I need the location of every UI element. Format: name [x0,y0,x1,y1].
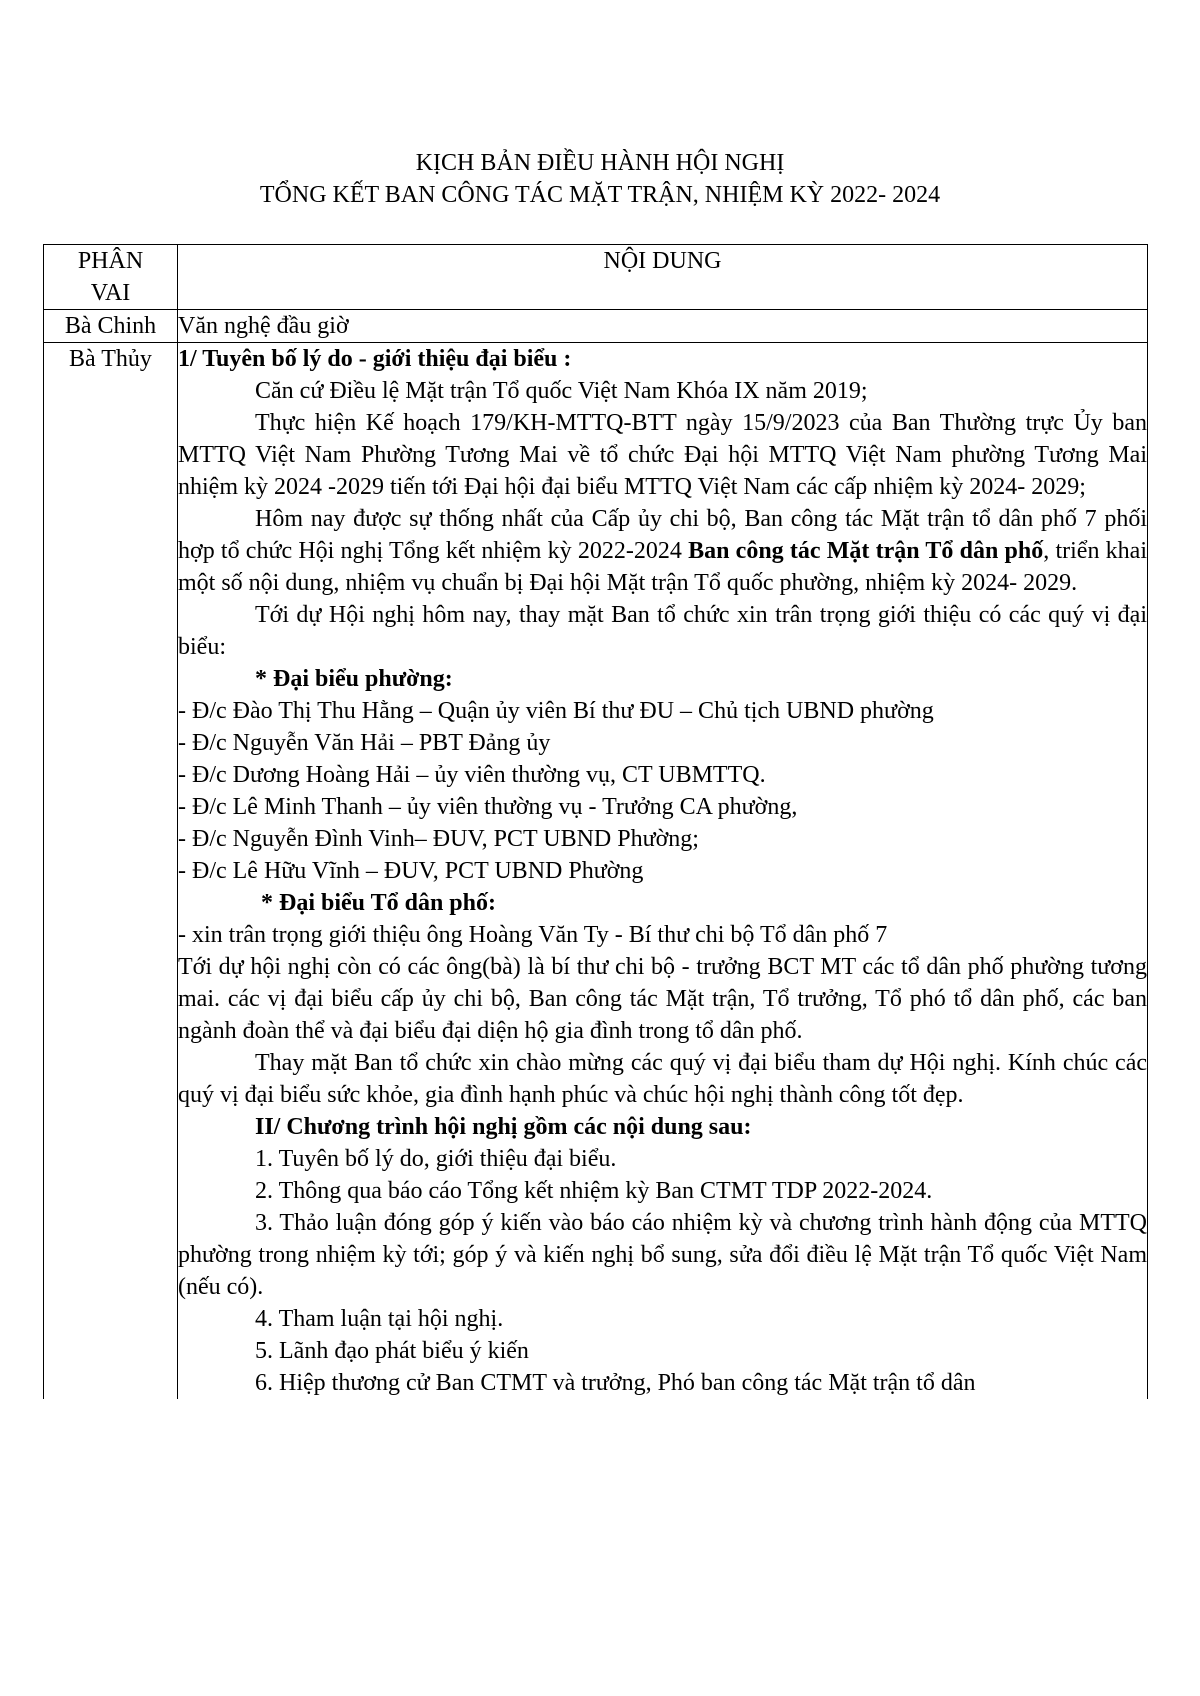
list-item: - Đ/c Nguyễn Đình Vinh– ĐUV, PCT UBND Phường; [178,826,699,852]
paragraph: Thay mặt Ban tổ chức xin chào mừng các quý vị đại biểu tham dự Hội nghị. Kính chúc các quý vị đại biểu sức khỏe, gia đình hạnh phúc và chúc hội nghị thành công tốt đẹp. [178,1050,1147,1108]
list-item: - Đ/c Đào Thị Thu Hằng – Quận ủy viên Bí thư ĐU – Chủ tịch UBND phường [178,698,934,724]
agenda-item: 3. Thảo luận đóng góp ý kiến vào báo cáo nhiệm kỳ và chương trình hành động của MTTQ phường trong nhiệm kỳ tới; góp ý và kiến nghị bổ sung, sửa đổi điều lệ Mặt trận Tổ quốc Việt Nam (nếu có). [178,1210,1147,1300]
paragraph: Căn cứ Điều lệ Mặt trận Tổ quốc Việt Nam Khóa IX năm 2019; [255,378,868,404]
agenda-item: 6. Hiệp thương cử Ban CTMT và trưởng, Phó ban công tác Mặt trận tổ dân [255,1370,976,1396]
list-item: - xin trân trọng giới thiệu ông Hoàng Văn Ty - Bí thư chi bộ Tổ dân phố 7 [178,922,888,948]
paragraph-text: , triển khai một số nội dung, nhiệm vụ chuẩn bị Đại hội Mặt trận Tổ quốc phường, nhiệm kỳ 2024- 2029. [178,538,1147,596]
content-text: Văn nghệ đầu giờ [178,313,349,339]
role-header-line1: PHÂN [77,248,144,274]
list-item: - Đ/c Lê Hữu Vĩnh – ĐUV, PCT UBND Phường [178,858,644,884]
tdp-delegates-heading: * Đại biểu Tổ dân phố: [261,890,496,916]
content-header-cell [178,245,1148,310]
role-name: Bà Thủy [69,346,152,372]
section-heading-1: 1/ Tuyên bố lý do - giới thiệu đại biểu : [178,346,572,372]
role-name: Bà Chinh [64,313,157,339]
paragraph: Tới dự Hội nghị hôm nay, thay mặt Ban tổ chức xin trân trọng giới thiệu có các quý vị đại biểu: [178,602,1147,660]
content-cell [178,343,1148,1400]
role-cell [44,343,178,1400]
agenda-item: 1. Tuyên bố lý do, giới thiệu đại biểu. [255,1146,617,1172]
agenda-item: 5. Lãnh đạo phát biểu ý kiến [255,1338,529,1364]
section-heading-2: II/ Chương trình hội nghị gồm các nội dung sau: [255,1114,752,1140]
paragraph: Thực hiện Kế hoạch 179/KH-MTTQ-BTT ngày 15/9/2023 của Ban Thường trực Ủy ban MTTQ Việt Nam Phường Tương Mai về tổ chức Đại hội MTTQ Việt Nam phường Tương Mai nhiệm kỳ 2024 -2029 tiến tới Đại hội đại biểu MTTQ Việt Nam các cấp nhiệm kỳ 2024- 2029; [178,410,1147,500]
table-header-row [44,245,1148,310]
content-cell [178,310,1148,343]
table-row [44,310,1148,343]
agenda-item: 2. Thông qua báo cáo Tổng kết nhiệm kỳ Ban CTMT TDP 2022-2024. [255,1178,933,1204]
ward-delegates-heading: * Đại biểu phường: [255,666,453,692]
paragraph-bold-text: Ban công tác Mặt trận Tổ dân phố [688,538,1044,564]
role-header-line2: VAI [90,280,131,306]
role-header-cell [44,245,178,310]
agenda-item: 4. Tham luận tại hội nghị. [255,1306,504,1332]
content-header-label: NỘI DUNG [603,248,722,274]
paragraph [178,503,1147,599]
document-title-line2: TỔNG KẾT BAN CÔNG TÁC MẶT TRẬN, NHIỆM KỲ 2022- 2024 [259,182,941,208]
role-cell [44,310,178,343]
paragraph: Tới dự hội nghị còn có các ông(bà) là bí thư chi bộ - trưởng BCT MT các tổ dân phố phường tương mai. các vị đại biểu cấp ủy chi bộ, Ban công tác Mặt trận, Tổ trưởng, Tổ phó tổ dân phố, các ban ngành đoàn thể và đại biểu đại diện hộ gia đình trong tổ dân phố. [178,954,1147,1044]
list-item: - Đ/c Nguyễn Văn Hải – PBT Đảng ủy [178,730,551,756]
list-item: - Đ/c Lê Minh Thanh – ủy viên thường vụ - Trưởng CA phường, [178,794,798,820]
table-row [44,343,1148,1400]
document-title-line1: KỊCH BẢN ĐIỀU HÀNH HỘI NGHỊ [415,150,785,176]
paragraph-text: Hôm nay được sự thống nhất của Cấp ủy chi bộ, Ban công tác Mặt trận tổ dân phố 7 phối hợp tổ chức Hội nghị Tổng kết nhiệm kỳ 2022-2024 [178,506,1147,564]
list-item: - Đ/c Dương Hoàng Hải – ủy viên thường vụ, CT UBMTTQ. [178,762,766,788]
script-table [43,244,1148,1399]
